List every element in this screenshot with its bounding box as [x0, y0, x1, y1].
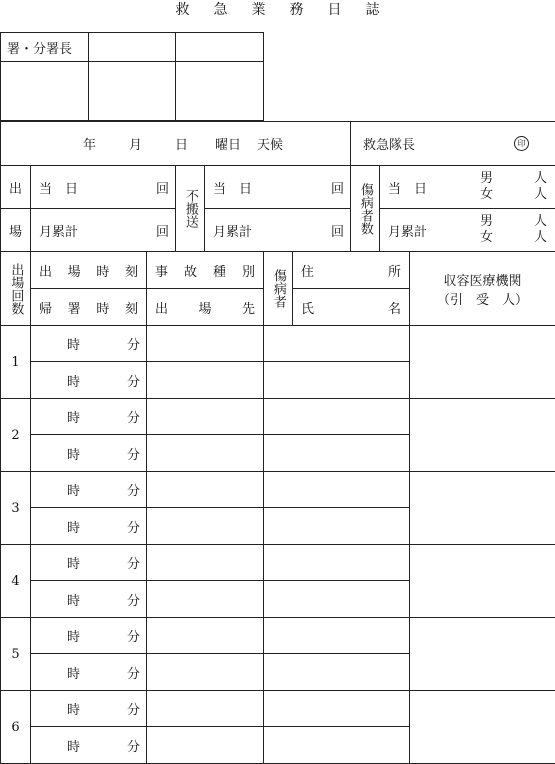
table-row	[1, 618, 555, 654]
hospital-header: 収容医療機関 （引 受 人）	[410, 252, 555, 326]
hospital-cell[interactable]	[410, 399, 555, 472]
row-number: 3	[1, 472, 31, 545]
no-transport-month-total[interactable]: 月累計 回	[205, 209, 351, 252]
captain-cell[interactable]: 救急隊長 印	[351, 122, 555, 166]
seal-icon: 印	[514, 136, 529, 151]
address-cell[interactable]	[264, 326, 410, 362]
hospital-cell[interactable]	[410, 545, 555, 618]
count-header: 出場回数	[1, 252, 31, 326]
return-time-cell[interactable]: 時 分	[31, 727, 147, 764]
name-cell[interactable]	[264, 508, 410, 545]
casualty-count-label: 傷病者数	[351, 166, 380, 252]
destination-cell[interactable]	[147, 435, 264, 472]
table-row	[1, 472, 555, 508]
address-header: 住 所	[293, 252, 410, 289]
return-time-cell[interactable]: 時 分	[31, 435, 147, 472]
dispatch-time-cell[interactable]: 時 分	[31, 399, 147, 435]
address-cell[interactable]	[264, 399, 410, 435]
name-cell[interactable]	[264, 654, 410, 691]
date-row[interactable]: 年 月 日 曜日 天候	[1, 122, 351, 166]
name-cell[interactable]	[264, 435, 410, 472]
dispatch-time-cell[interactable]: 時 分	[31, 545, 147, 581]
dispatch-today[interactable]: 当 日 回	[31, 166, 176, 209]
dispatch-log-table	[0, 251, 555, 764]
name-header: 氏 名	[293, 289, 410, 326]
chief-box-1[interactable]	[89, 33, 176, 62]
accident-type-cell[interactable]	[147, 399, 264, 435]
dispatch-time-cell[interactable]: 時 分	[31, 472, 147, 508]
return-time-cell[interactable]: 時 分	[31, 362, 147, 399]
table-row	[1, 399, 555, 435]
casualty-month-total[interactable]: 月累計 男 人 女 人	[380, 209, 555, 252]
address-cell[interactable]	[264, 618, 410, 654]
page-title: 救 急 業 務 日 誌	[0, 0, 555, 22]
name-cell[interactable]	[264, 727, 410, 764]
dispatch-month-total[interactable]: 月累計 回	[31, 209, 176, 252]
accident-type-cell[interactable]	[147, 326, 264, 362]
destination-cell[interactable]	[147, 362, 264, 399]
no-transport-today[interactable]: 当 日 回	[205, 166, 351, 209]
accident-type-header: 事 故 種 別	[147, 252, 264, 289]
chief-label: 署・分署長	[1, 33, 89, 62]
hospital-cell[interactable]	[410, 326, 555, 399]
accident-type-cell[interactable]	[147, 691, 264, 727]
dispatch-time-cell[interactable]: 時 分	[31, 618, 147, 654]
destination-cell[interactable]	[147, 654, 264, 691]
address-cell[interactable]	[264, 691, 410, 727]
row-number: 1	[1, 326, 31, 399]
table-row	[1, 545, 555, 581]
destination-cell[interactable]	[147, 581, 264, 618]
dispatch-time-header: 出 場 時 刻	[31, 252, 147, 289]
chief-seal-2[interactable]	[89, 62, 176, 121]
accident-type-cell[interactable]	[147, 618, 264, 654]
chief-seal-table	[0, 32, 264, 121]
return-time-header: 帰 署 時 刻	[31, 289, 147, 326]
row-number: 5	[1, 618, 31, 691]
address-cell[interactable]	[264, 472, 410, 508]
chief-seal-3[interactable]	[176, 62, 264, 121]
row-number: 4	[1, 545, 31, 618]
name-cell[interactable]	[264, 362, 410, 399]
accident-type-cell[interactable]	[147, 545, 264, 581]
summary-table	[0, 121, 555, 252]
table-row	[1, 326, 555, 362]
destination-cell[interactable]	[147, 727, 264, 764]
table-row	[1, 691, 555, 727]
casualty-today[interactable]: 当 日 男 人 女 人	[380, 166, 555, 209]
chief-box-2[interactable]	[176, 33, 264, 62]
chief-seal-1[interactable]	[1, 62, 89, 121]
no-transport-label: 不搬送	[176, 166, 205, 252]
return-time-cell[interactable]: 時 分	[31, 508, 147, 545]
destination-header: 出 場 先	[147, 289, 264, 326]
dispatch-label-top: 出	[1, 166, 31, 209]
name-cell[interactable]	[264, 581, 410, 618]
address-cell[interactable]	[264, 545, 410, 581]
row-number: 2	[1, 399, 31, 472]
casualty-header: 傷病者	[264, 252, 293, 326]
dispatch-time-cell[interactable]: 時 分	[31, 326, 147, 362]
dispatch-time-cell[interactable]: 時 分	[31, 691, 147, 727]
hospital-cell[interactable]	[410, 691, 555, 764]
accident-type-cell[interactable]	[147, 472, 264, 508]
return-time-cell[interactable]: 時 分	[31, 654, 147, 691]
destination-cell[interactable]	[147, 508, 264, 545]
hospital-cell[interactable]	[410, 472, 555, 545]
hospital-cell[interactable]	[410, 618, 555, 691]
row-number: 6	[1, 691, 31, 764]
return-time-cell[interactable]: 時 分	[31, 581, 147, 618]
dispatch-label-bottom: 場	[1, 209, 31, 252]
